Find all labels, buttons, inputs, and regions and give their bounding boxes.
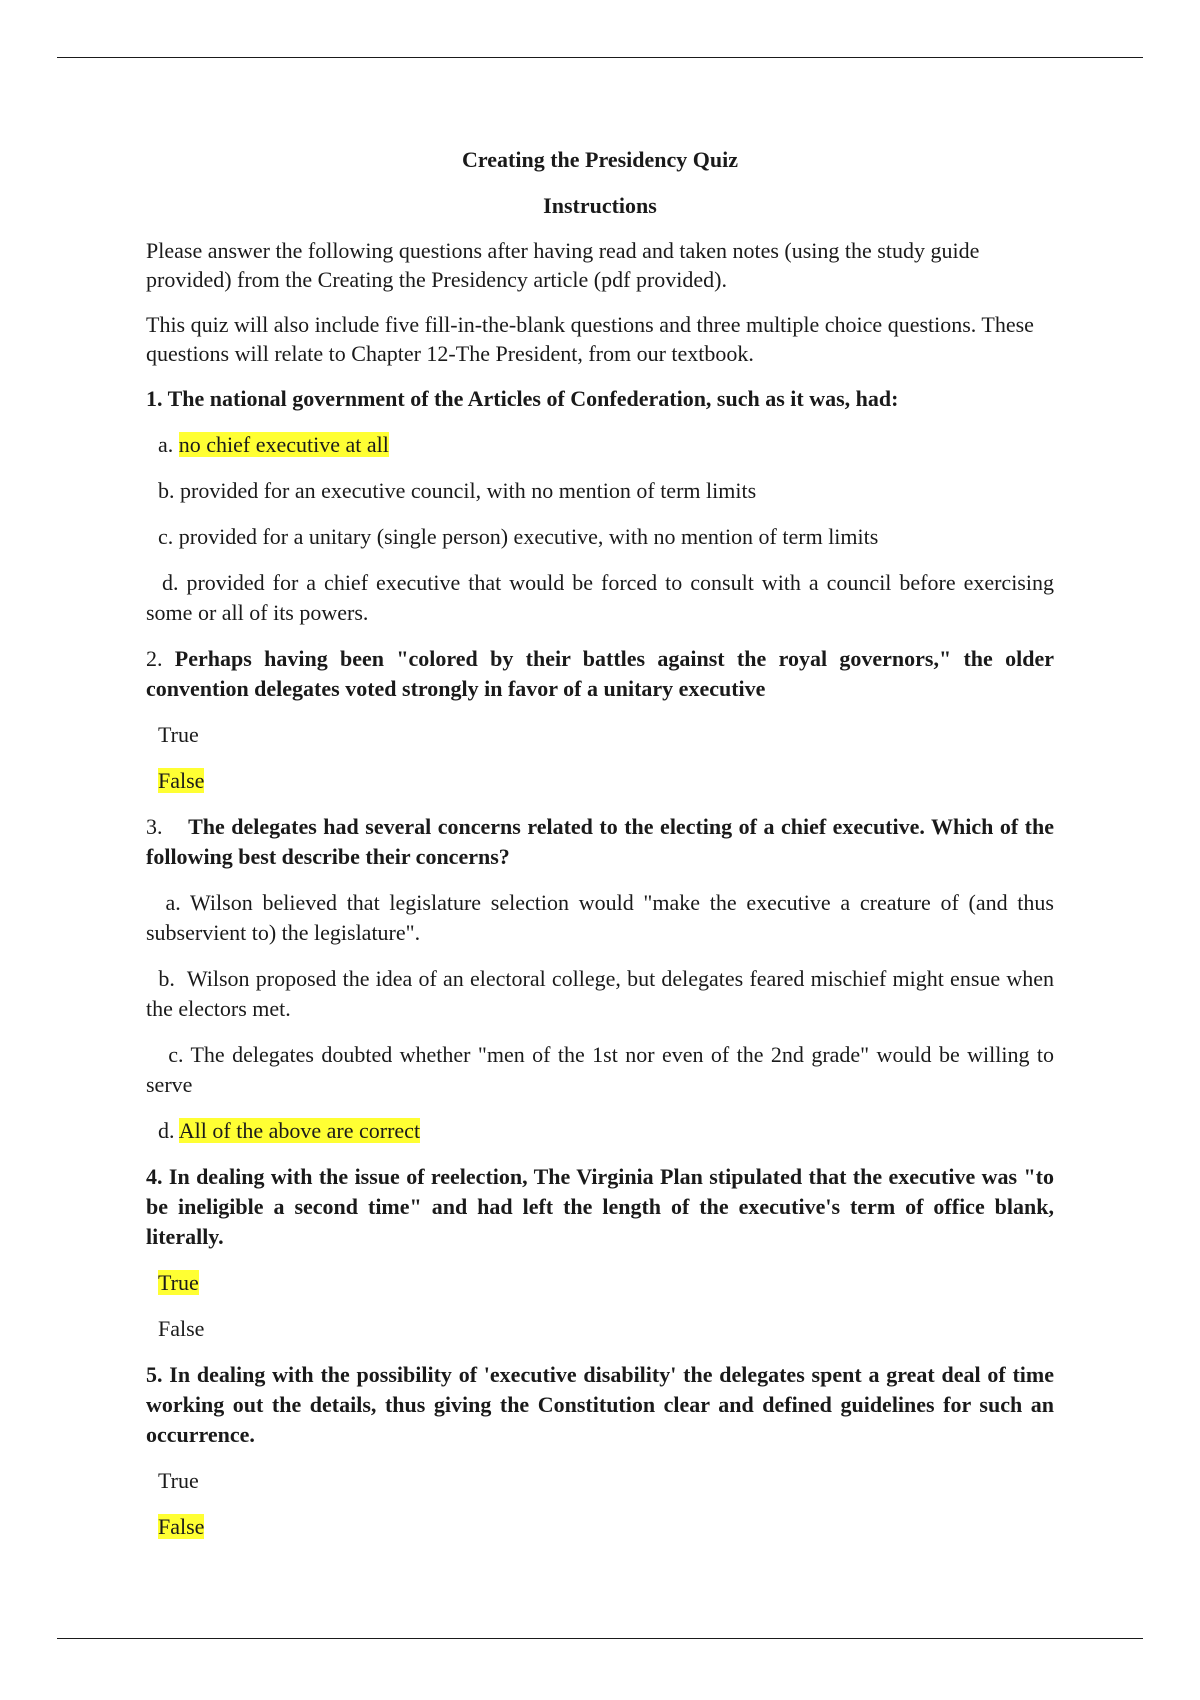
question-2 xyxy=(146,644,1054,704)
intro-paragraph-1: Please answer the following questions after having read and taken notes (using the study guide provided) from the Creating the Presidency article (pdf provided). xyxy=(146,238,980,292)
document-title: Creating the Presidency Quiz xyxy=(462,147,738,172)
q3-option-c: c. The delegates doubted whether "men of the 1st nor even of the 2nd grade" would be willing to serve xyxy=(146,1042,1054,1097)
document-body xyxy=(146,145,1054,1558)
question-3-number: 3. xyxy=(146,814,182,839)
question-3-text: The delegates had several concerns related to the electing of a chief executive. Which of the following best describe their concerns? xyxy=(146,814,1054,869)
q4-option-true xyxy=(146,1268,1054,1298)
q1-option-b: b. provided for an executive council, with no mention of term limits xyxy=(158,478,757,503)
instructions-heading: Instructions xyxy=(543,193,657,218)
q4-option-false: False xyxy=(158,1316,205,1341)
question-1: 1. The national government of the Articles of Confederation, such as it was, had: xyxy=(146,386,899,411)
q3-option-d xyxy=(146,1116,1054,1146)
question-3 xyxy=(146,812,1054,872)
q4-option-true-answer-highlight: True xyxy=(158,1270,199,1295)
q5-option-false xyxy=(146,1512,1054,1542)
q3-option-b: b. Wilson proposed the idea of an electoral college, but delegates feared mischief might ensue when the electors met. xyxy=(146,966,1054,1021)
intro-paragraph-2: This quiz will also include five fill-in-the-blank questions and three multiple choice questions. These questions will relate to Chapter 12-The President, from our textbook. xyxy=(146,312,1034,366)
question-2-number: 2. xyxy=(146,646,163,671)
q1-option-a-prefix: a. xyxy=(158,432,179,457)
question-5: 5. In dealing with the possibility of 'executive disability' the delegates spent a great deal of time working out the details, thus giving the Constitution clear and defined guidelines for such an occurrence. xyxy=(146,1362,1054,1447)
q5-option-false-answer-highlight: False xyxy=(158,1514,205,1539)
q3-option-a: a. Wilson believed that legislature selection would "make the executive a creature of (and thus subservient to) the legislature". xyxy=(146,890,1054,945)
question-4: 4. In dealing with the issue of reelection, The Virginia Plan stipulated that the executive was "to be ineligible a second time" and had left the length of the executive's term of office blank, literally. xyxy=(146,1164,1054,1249)
header-rule xyxy=(57,57,1143,58)
q1-option-a xyxy=(146,430,1054,460)
q1-option-a-answer-highlight: no chief executive at all xyxy=(178,432,389,457)
q2-option-false-answer-highlight: False xyxy=(158,768,205,793)
q2-option-true: True xyxy=(158,722,199,747)
q5-option-true: True xyxy=(158,1468,199,1493)
footer-rule xyxy=(57,1638,1143,1639)
q3-option-d-prefix: d. xyxy=(158,1118,179,1143)
question-2-text: Perhaps having been "colored by their battles against the royal governors," the older convention delegates voted strongly in favor of a unitary executive xyxy=(146,646,1054,701)
q3-option-d-answer-highlight: All of the above are correct xyxy=(178,1118,421,1143)
q1-option-c: c. provided for a unitary (single person) executive, with no mention of term limits xyxy=(158,524,879,549)
q2-option-false xyxy=(146,766,1054,796)
q1-option-d: d. provided for a chief executive that would be forced to consult with a council before exercising some or all of its powers. xyxy=(146,570,1054,625)
